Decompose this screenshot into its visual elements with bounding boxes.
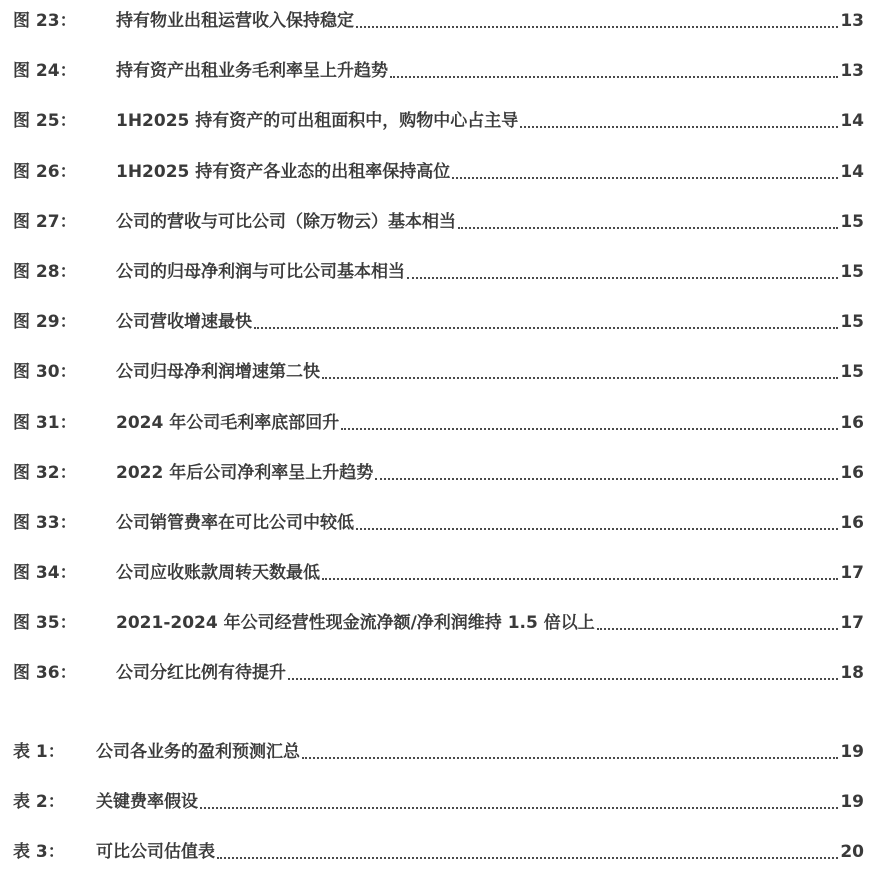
entry-label: 图 28： [13,262,77,282]
entry-label: 表 2： [13,792,65,812]
entry-title: 公司分红比例有待提升 [116,663,286,683]
dot-leader [322,578,838,580]
entry-title: 公司应收账款周转天数最低 [116,563,320,583]
entry-title: 公司的归母净利润与可比公司基本相当 [116,262,405,282]
entry-label: 图 26： [13,162,77,182]
dot-leader [520,126,838,128]
dot-leader [341,428,838,430]
toc-entry-figure-35[interactable] [13,604,864,634]
entry-page-number: 14 [840,162,864,182]
dot-leader [458,227,838,229]
dot-leader [322,377,838,379]
dot-leader [452,177,838,179]
entry-label: 图 32： [13,463,77,483]
toc-entry-figure-29[interactable] [13,303,864,333]
entry-page-number: 15 [840,212,864,232]
entry-title: 公司归母净利润增速第二快 [116,362,320,382]
entry-title: 1H2025 持有资产各业态的出租率保持高位 [116,162,451,182]
entry-page-number: 19 [840,742,864,762]
toc-entry-figure-30[interactable] [13,353,864,383]
dot-leader [375,478,838,480]
toc-entry-figure-36[interactable] [13,654,864,684]
entry-title: 2022 年后公司净利率呈上升趋势 [116,463,374,483]
toc-entry-figure-26[interactable] [13,153,864,183]
dot-leader [390,76,838,78]
toc-entry-figure-27[interactable] [13,203,864,233]
toc-entry-table-1[interactable] [13,733,864,763]
toc-entry-figure-28[interactable] [13,253,864,283]
entry-title: 持有物业出租运营收入保持稳定 [116,11,354,31]
entry-title: 公司销管费率在可比公司中较低 [116,513,354,533]
entry-title: 公司营收增速最快 [116,312,252,332]
entry-page-number: 15 [840,262,864,282]
toc-entry-figure-33[interactable] [13,504,864,534]
entry-page-number: 13 [840,61,864,81]
entry-label: 表 3： [13,842,65,862]
entry-page-number: 19 [840,792,864,812]
entry-page-number: 13 [840,11,864,31]
toc-entry-figure-32[interactable] [13,454,864,484]
entry-label: 表 1： [13,742,65,762]
dot-leader [407,277,838,279]
entry-title: 2024 年公司毛利率底部回升 [116,413,340,433]
toc-entry-figure-25[interactable] [13,102,864,132]
entry-page-number: 15 [840,362,864,382]
entry-label: 图 31： [13,413,77,433]
entry-title: 1H2025 持有资产的可出租面积中，购物中心占主导 [116,111,519,131]
toc-entry-table-3[interactable] [13,833,864,863]
entry-page-number: 17 [840,563,864,583]
entry-label: 图 29： [13,312,77,332]
dot-leader [597,628,839,630]
entry-title: 2021-2024 年公司经营性现金流净额/净利润维持 1.5 倍以上 [116,613,595,633]
entry-label: 图 33： [13,513,77,533]
entry-label: 图 24： [13,61,77,81]
toc-entry-figure-34[interactable] [13,554,864,584]
dot-leader [254,327,838,329]
entry-title: 可比公司估值表 [96,842,215,862]
entry-label: 图 34： [13,563,77,583]
toc-entry-figure-31[interactable] [13,404,864,434]
entry-label: 图 30： [13,362,77,382]
entry-page-number: 16 [840,413,864,433]
entry-title: 公司各业务的盈利预测汇总 [96,742,300,762]
dot-leader [356,528,838,530]
entry-label: 图 35： [13,613,77,633]
entry-page-number: 16 [840,513,864,533]
entry-label: 图 25： [13,111,77,131]
toc-entry-table-2[interactable] [13,783,864,813]
entry-page-number: 20 [840,842,864,862]
entry-title: 公司的营收与可比公司（除万物云）基本相当 [116,212,456,232]
toc-entry-figure-23[interactable] [13,2,864,32]
entry-title: 关键费率假设 [96,792,198,812]
dot-leader [356,26,838,28]
dot-leader [288,678,838,680]
entry-page-number: 15 [840,312,864,332]
entry-page-number: 17 [840,613,864,633]
entry-title: 持有资产出租业务毛利率呈上升趋势 [116,61,388,81]
entry-page-number: 14 [840,111,864,131]
dot-leader [302,757,838,759]
entry-page-number: 16 [840,463,864,483]
entry-label: 图 23： [13,11,77,31]
entry-label: 图 27： [13,212,77,232]
entry-label: 图 36： [13,663,77,683]
entry-page-number: 18 [840,663,864,683]
dot-leader [200,807,838,809]
dot-leader [217,857,838,859]
toc-entry-figure-24[interactable] [13,52,864,82]
